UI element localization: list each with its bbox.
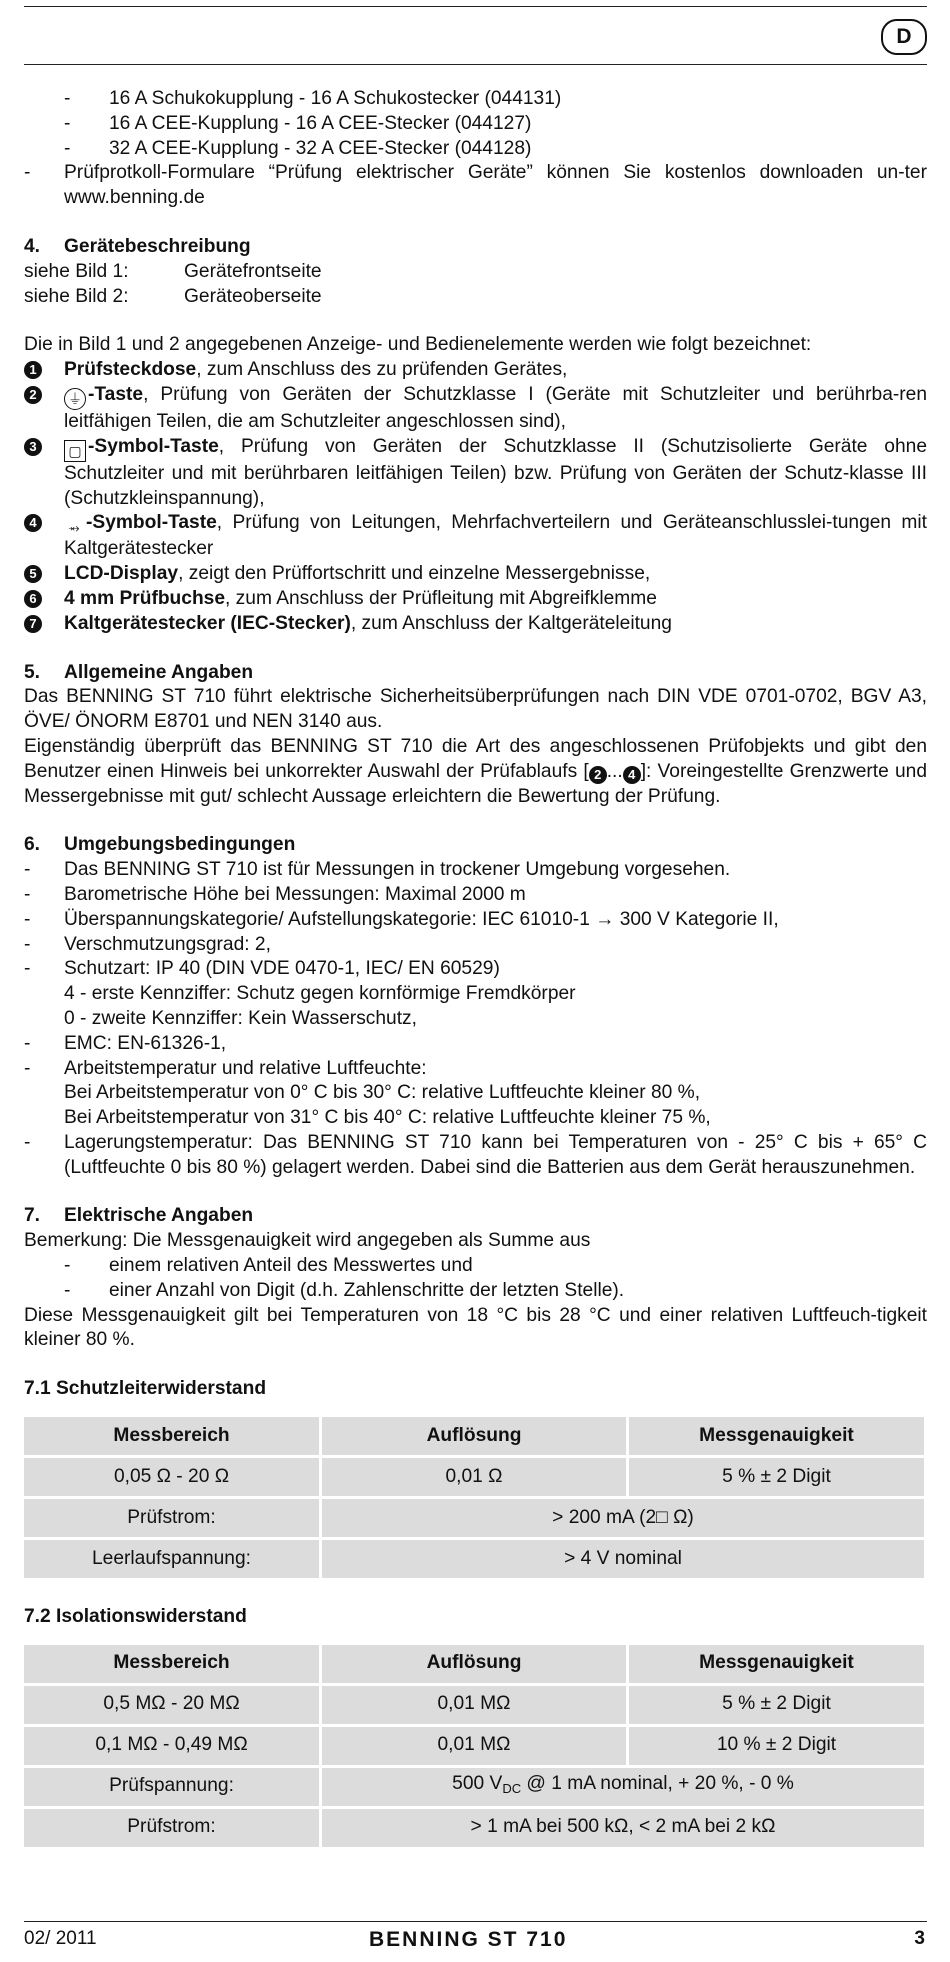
page-content xyxy=(24,87,927,1850)
table-cell: Leerlaufspannung: xyxy=(24,1540,319,1578)
list-item: - Barometrische Höhe bei Messungen: Maximal 2000 m xyxy=(24,883,526,905)
page-number: 3 xyxy=(914,1928,925,1949)
top-rule xyxy=(24,6,927,7)
table-cell: 0,01 Ω xyxy=(322,1458,626,1496)
remark: Bemerkung: Die Messgenauigkeit wird angegeben als Summe aus xyxy=(24,1230,591,1252)
element-item-4: 4 ⥇ -Symbol-Taste, Prüfung von Leitungen, Mehrfachverteilern und Geräteanschlusslei-tungen mit Kaltgerätestecker xyxy=(24,511,927,562)
table-row xyxy=(24,1768,924,1806)
download-note: - Prüfprotkoll-Formulare “Prüfung elektrischer Geräte” können Sie kostenlos downloaden un-ter www.benning.de xyxy=(24,162,927,209)
list-item: - Das BENNING ST 710 ist für Messungen in trockener Umgebung vorgesehen. xyxy=(24,859,731,881)
table-header: Auflösung xyxy=(322,1417,626,1455)
figure-ref: siehe Bild 2: Geräteoberseite xyxy=(24,285,322,307)
protective-earth-icon: ⏚ xyxy=(64,388,86,410)
table-row xyxy=(24,1499,924,1537)
table-header-row xyxy=(24,1417,924,1455)
table-header: Messgenauigkeit xyxy=(629,1645,924,1683)
page-footer xyxy=(24,1921,927,1962)
section-5-heading: 5. Allgemeine Angaben xyxy=(24,661,254,683)
list-item: - Verschmutzungsgrad: 2, xyxy=(24,933,271,955)
number-2-icon: 2 xyxy=(589,766,607,784)
number-4-icon: 4 xyxy=(24,514,42,532)
section-4-heading: 4. Gerätebeschreibung xyxy=(24,235,251,257)
list-subitem: Bei Arbeitstemperatur von 0° C bis 30° C: relative Luftfeuchte kleiner 80 %, xyxy=(64,1082,701,1104)
number-1-icon: 1 xyxy=(24,361,42,379)
table-cell: 0,01 MΩ xyxy=(322,1686,626,1724)
list-item: - 32 A CEE-Kupplung - 32 A CEE-Stecker (044128) xyxy=(64,137,532,159)
element-item-5: 5 LCD-Display, zeigt den Prüffortschritt und einzelne Messergebnisse, xyxy=(24,562,927,587)
section-4-intro: Die in Bild 1 und 2 angegebenen Anzeige- und Bedienelemente werden wie folgt bezeichnet: xyxy=(24,334,812,356)
list-item: - 16 A CEE-Kupplung - 16 A CEE-Stecker (044127) xyxy=(64,112,532,134)
list-item: - einer Anzahl von Digit (d.h. Zahlenschritte der letzten Stelle). xyxy=(64,1279,625,1301)
number-2-icon: 2 xyxy=(24,386,42,404)
table-header: Messgenauigkeit xyxy=(629,1417,924,1455)
table-header: Auflösung xyxy=(322,1645,626,1683)
cable-plug-icon: ⥇ xyxy=(68,519,80,536)
table-cell: 5 % ± 2 Digit xyxy=(629,1458,924,1496)
number-5-icon: 5 xyxy=(24,565,42,583)
section-6-heading: 6. Umgebungsbedingungen xyxy=(24,834,296,856)
element-item-2: 2 ⏚ -Taste, Prüfung von Geräten der Schutzklasse I (Geräte mit Schutzleiter und berührba-ren leitfähigen Teilen, die am Schutzleiter angeschlossen sind), xyxy=(24,383,927,435)
table-cell: Prüfstrom: xyxy=(24,1809,319,1847)
section-7-2-heading: 7.2 Isolationswiderstand xyxy=(24,1606,247,1628)
table-row xyxy=(24,1809,924,1847)
element-item-6: 6 4 mm Prüfbuchse, zum Anschluss der Prüfleitung mit Abgreifklemme xyxy=(24,587,927,612)
table-cell: > 200 mA (2□ Ω) xyxy=(322,1499,924,1537)
figure-ref: siehe Bild 1: Gerätefrontseite xyxy=(24,260,322,282)
insulation-resistance-table xyxy=(21,1642,927,1850)
number-4-icon: 4 xyxy=(623,766,641,784)
table-header: Messbereich xyxy=(24,1417,319,1455)
double-insulation-icon: ▢ xyxy=(64,440,86,462)
table-cell: 0,1 MΩ - 0,49 MΩ xyxy=(24,1727,319,1765)
element-item-7: 7 Kaltgerätestecker (IEC-Stecker), zum Anschluss der Kaltgeräteleitung xyxy=(24,612,927,637)
table-cell: Prüfspannung: xyxy=(24,1768,319,1806)
section-7-1-heading: 7.1 Schutzleiterwiderstand xyxy=(24,1378,267,1400)
table-cell: > 4 V nominal xyxy=(322,1540,924,1578)
protective-conductor-table xyxy=(21,1414,927,1581)
footer-product: BENNING ST 710 xyxy=(369,1928,568,1951)
list-item: - EMC: EN-61326-1, xyxy=(24,1032,227,1054)
table-header: Messbereich xyxy=(24,1645,319,1683)
list-item: - 16 A Schukokupplung - 16 A Schukostecker (044131) xyxy=(64,88,562,109)
table-row xyxy=(24,1727,924,1765)
table-cell: 500 $V_{DC}$ @ 1 mA nominal, + 20 %, - 0 % xyxy=(322,1768,924,1806)
number-6-icon: 6 xyxy=(24,590,42,608)
section-5-paragraph-1: Das BENNING ST 710 führt elektrische Sicherheitsüberprüfungen nach DIN VDE 0701-0702, BGV A3, ÖVE/ ÖNORM E8701 und NEN 3140 aus. xyxy=(24,686,927,733)
section-5-paragraph-2: Eigenständig überprüft das BENNING ST 710 die Art des angeschlossenen Prüfobjekts und gibt den Benutzer einen Hinweis bei unkorrekter Auswahl der Prüfablaufs [ 2 ... 4 ]: Voreingestellte Grenzwerte und Messergebnisse mit gut/ schlecht Aussage erleichtern die Bewertung der Prüfung. xyxy=(24,735,927,807)
table-row xyxy=(24,1540,924,1578)
list-item: - Lagerungstemperatur: Das BENNING ST 710 kann bei Temperaturen von - 25° C bis + 65° C (Luftfeuchte 0 bis 80 %) gelagert werden. Dabei sind die Batterien aus dem Gerät herauszunehmen. xyxy=(24,1131,927,1178)
number-7-icon: 7 xyxy=(24,615,42,633)
element-item-3: 3 ▢ -Symbol-Taste, Prüfung von Geräten der Schutzklasse II (Schutzisolierte Geräte ohne Schutzleiter und mit berührbaren leitfähigen Teilen) bzw. Prüfung von Geräten der Schutz-klasse III (Schutzkleinspannung), xyxy=(24,435,927,512)
list-subitem: 4 - erste Kennziffer: Schutz gegen kornförmige Fremdkörper xyxy=(64,983,576,1005)
list-subitem: Bei Arbeitstemperatur von 31° C bis 40° C: relative Luftfeuchte kleiner 75 %, xyxy=(64,1107,711,1129)
header-rule xyxy=(24,64,927,65)
table-cell: 10 % ± 2 Digit xyxy=(629,1727,924,1765)
table-header-row xyxy=(24,1645,924,1683)
table-cell: Prüfstrom: xyxy=(24,1499,319,1537)
section-7-heading: 7. Elektrische Angaben xyxy=(24,1205,254,1227)
list-subitem: 0 - zweite Kennziffer: Kein Wasserschutz, xyxy=(64,1007,417,1029)
table-row xyxy=(24,1458,924,1496)
element-item-1: 1 Prüfsteckdose, zum Anschluss des zu prüfenden Gerätes, xyxy=(24,358,927,383)
table-cell: 0,05 Ω - 20 Ω xyxy=(24,1458,319,1496)
list-item: - Schutzart: IP 40 (DIN VDE 0470-1, IEC/ EN 60529) xyxy=(24,958,500,980)
list-item: - Arbeitstemperatur und relative Luftfeuchte: xyxy=(24,1057,427,1079)
table-row xyxy=(24,1686,924,1724)
footer-date: 02/ 2011 xyxy=(24,1928,97,1949)
table-cell: 0,5 MΩ - 20 MΩ xyxy=(24,1686,319,1724)
list-item: - einem relativen Anteil des Messwertes und xyxy=(64,1255,473,1277)
table-cell: 0,01 MΩ xyxy=(322,1727,626,1765)
list-item: - Überspannungskategorie/ Aufstellungskategorie: IEC 61010-1 → 300 V Kategorie II, xyxy=(24,908,779,930)
table-cell: > 1 mA bei 500 kΩ, < 2 mA bei 2 kΩ xyxy=(322,1809,924,1847)
table-cell: 5 % ± 2 Digit xyxy=(629,1686,924,1724)
language-badge: D xyxy=(881,19,927,55)
number-3-icon: 3 xyxy=(24,438,42,456)
accuracy-note: Diese Messgenauigkeit gilt bei Temperaturen von 18 °C bis 28 °C und einer relativen Luftfeuch-tigkeit kleiner 80 %. xyxy=(24,1304,927,1351)
manual-page xyxy=(24,0,927,1961)
